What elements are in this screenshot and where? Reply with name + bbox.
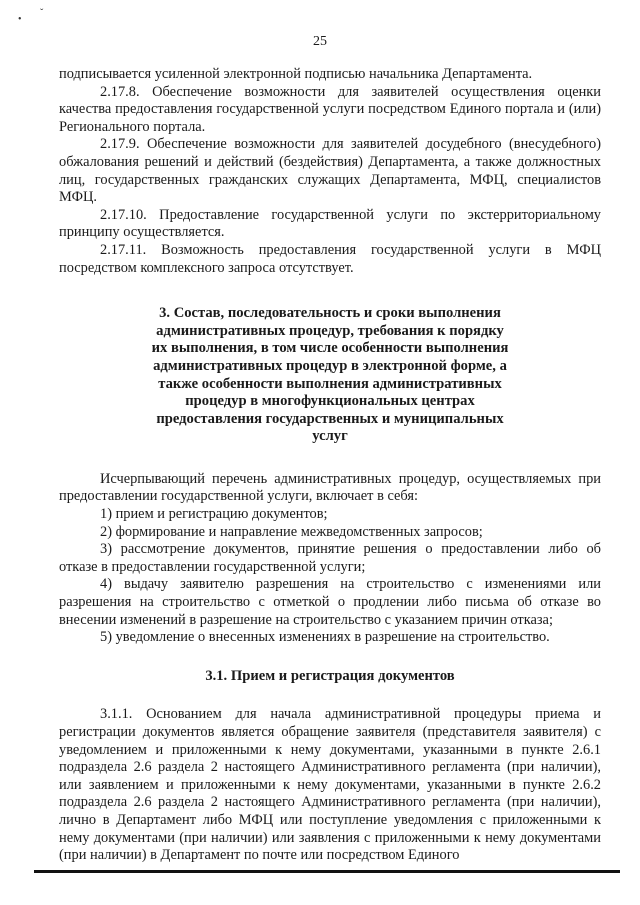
top-paragraphs — [59, 66, 601, 277]
subsection-paragraph: 3.1.1. Основанием для начала административной процедуры приема и регистрации документов является обращение заявителя (представителя заявителя) с уведомлением и приложенными к нему документами, указанными в пункте 2.6.1 подраздела 2.6 раздела 2 настоящего Административного регламента (при наличии), или заявлением и приложенными к нему документами, указанными в пункте 2.6.2 подраздела 2.6 раздела 2 настоящего Административного регламента (при наличии), лично в Департамент либо МФЦ или поступление уведомления с приложенными к нему документами (при наличии) или заявления с приложенными к нему документами (при наличии) в Департамент по почте или посредством Единого — [59, 706, 601, 864]
paragraph: 2.17.11. Возможность предоставления государственной услуги в МФЦ посредством комплексного запроса отсутствует. — [59, 241, 601, 276]
paragraph: 2.17.8. Обеспечение возможности для заявителей осуществления оценки качества предоставления государственной услуги посредством Единого портала и (или) Регионального портала. — [59, 83, 601, 135]
list-item: 5) уведомление о внесенных изменениях в разрешение на строительство. — [100, 629, 550, 646]
paragraph: 2.17.9. Обеспечение возможности для заявителей досудебного (внесудебного) обжалования решений и действий (бездействия) Департамента, а также должностных лиц, государственных гражданских служащих Департамента, МФЦ, специалистов МФЦ. — [59, 136, 601, 206]
scan-speck: • — [18, 14, 22, 25]
paragraph: подписывается усиленной электронной подписью начальника Департамента. — [59, 66, 533, 82]
list-item: 3) рассмотрение документов, принятие решения о предоставлении либо об отказе в предоставлении государственной услуги; — [59, 541, 601, 575]
intro-paragraph: Исчерпывающий перечень административных процедур, осуществляемых при предоставлении государственной услуги, включает в себя: — [59, 470, 601, 505]
scan-speck: ˇ — [40, 8, 44, 19]
subsection-heading: 3.1. Прием и регистрация документов — [205, 667, 455, 684]
list-item: 1) прием и регистрацию документов; — [100, 506, 328, 523]
procedure-list — [59, 506, 601, 647]
paragraph: 2.17.10. Предоставление государственной услуги по экстерриториальному принципу осуществляется. — [59, 206, 601, 241]
document-body — [59, 66, 601, 865]
page-number: 25 — [313, 34, 327, 49]
scan-edge-line — [34, 870, 620, 873]
list-item: 4) выдачу заявителю разрешения на строительство с изменениями или разрешения на строительство с отметкой о продлении либо письма об отказе во внесении изменений в разрешение на строительство с указанием причин отказа; — [59, 576, 601, 628]
list-item: 2) формирование и направление межведомственных запросов; — [100, 523, 483, 540]
section-heading: 3. Состав, последовательность и сроки выполнения административных процедур, требования к порядку их выполнения, в том числе особенности выполнения административных процедур в электронной форме, а также особенности выполнения административных процедур в многофункциональных центрах предоставления государственных и муниципальных услуг — [151, 305, 509, 445]
